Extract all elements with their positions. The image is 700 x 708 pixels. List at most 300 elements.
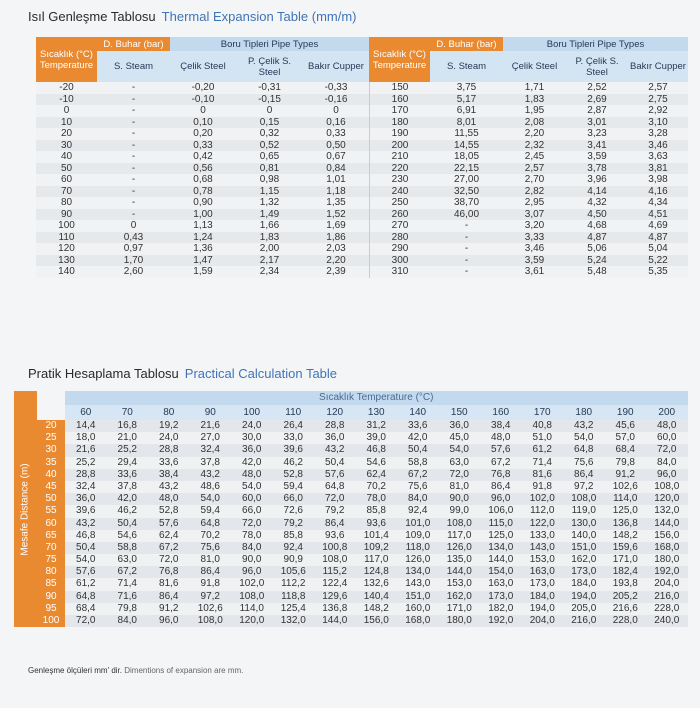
table-cell: 290 xyxy=(369,243,430,255)
table-row xyxy=(36,174,688,186)
column-header-temperature: 120 xyxy=(314,405,356,420)
header-pipe-types-left: Boru Tipleri Pipe Types xyxy=(170,37,369,51)
table-cell: 14,55 xyxy=(430,140,503,152)
table-cell: 79,2 xyxy=(273,518,315,530)
table-cell: 132,6 xyxy=(356,578,398,590)
table-cell: 4,14 xyxy=(566,186,628,198)
table-cell: 91,8 xyxy=(190,578,232,590)
table-cell: 86,4 xyxy=(480,481,522,493)
table-cell: 136,8 xyxy=(314,603,356,615)
table-cell: 54,6 xyxy=(107,530,149,542)
table-cell: 86,4 xyxy=(314,518,356,530)
table-cell: 14,4 xyxy=(65,420,107,432)
table-cell: 75,6 xyxy=(190,542,232,554)
table-row xyxy=(36,209,688,221)
table-cell: 31,2 xyxy=(356,420,398,432)
table-cell: 190 xyxy=(369,128,430,140)
table-cell: 72,0 xyxy=(646,444,688,456)
table-cell: 100 xyxy=(36,220,97,232)
table-cell: 10 xyxy=(36,117,97,129)
table-row xyxy=(36,128,688,140)
table-cell: - xyxy=(97,105,170,117)
table-cell: 3,59 xyxy=(566,151,628,163)
table-cell: 48,0 xyxy=(480,432,522,444)
table-cell: 40,8 xyxy=(522,420,564,432)
table-cell: 2,69 xyxy=(566,94,628,106)
table-cell: 0,10 xyxy=(170,117,236,129)
table-cell: 3,41 xyxy=(566,140,628,152)
table-cell: 0,56 xyxy=(170,163,236,175)
table-cell: 108,0 xyxy=(314,554,356,566)
column-header-temperature: 190 xyxy=(605,405,647,420)
header-steam-en-right: S. Steam xyxy=(430,51,503,82)
header-p-steel-right: P. Çelik S. Steel xyxy=(566,51,628,82)
table-row xyxy=(36,94,688,106)
table-cell: 171,0 xyxy=(439,603,481,615)
practical-calculation-title xyxy=(28,366,337,381)
thermal-expansion-title xyxy=(28,9,357,24)
table-cell: 28,8 xyxy=(65,469,107,481)
table-cell: 54,0 xyxy=(65,554,107,566)
table-cell: 0 xyxy=(236,105,303,117)
table-cell: 85,8 xyxy=(356,505,398,517)
table-cell: 151,0 xyxy=(563,542,605,554)
table-cell: 0,16 xyxy=(303,117,369,129)
table-cell: 43,2 xyxy=(148,481,190,493)
table-cell: 4,16 xyxy=(628,186,688,198)
table-cell: 4,50 xyxy=(566,209,628,221)
table-cell: - xyxy=(430,243,503,255)
table-cell: 144,0 xyxy=(314,615,356,627)
table-cell: 5,35 xyxy=(628,266,688,278)
table-cell: 76,8 xyxy=(148,566,190,578)
table-cell: 143,0 xyxy=(397,578,439,590)
table-cell: 45,6 xyxy=(605,420,647,432)
table-cell: 54,6 xyxy=(356,457,398,469)
header-temperature-right: Sıcaklık (°C) Temperature xyxy=(369,37,430,82)
table-cell: 160 xyxy=(369,94,430,106)
table-cell: 96,0 xyxy=(231,566,273,578)
table-cell: 180,0 xyxy=(646,554,688,566)
table-cell: 3,63 xyxy=(628,151,688,163)
table-cell: 0,52 xyxy=(236,140,303,152)
table-cell: 192,0 xyxy=(646,566,688,578)
header-steam-tr: D. Buhar (bar) xyxy=(97,37,170,51)
table-cell: 0,65 xyxy=(236,151,303,163)
table-cell: 5,04 xyxy=(628,243,688,255)
table-cell: 62,4 xyxy=(148,530,190,542)
table-cell: 2,95 xyxy=(503,197,566,209)
table-cell: 250 xyxy=(369,197,430,209)
table-cell: 140,0 xyxy=(563,530,605,542)
table-cell: 194,0 xyxy=(522,603,564,615)
row-header-distance: 90 xyxy=(37,591,65,603)
table-cell: 66,0 xyxy=(231,505,273,517)
table-cell: 118,0 xyxy=(397,542,439,554)
table-cell: 46,2 xyxy=(107,505,149,517)
table-cell: 117,0 xyxy=(356,554,398,566)
table-cell: 32,4 xyxy=(65,481,107,493)
row-header-distance: 80 xyxy=(37,566,65,578)
table-cell: 106,0 xyxy=(480,505,522,517)
table-cell: 140 xyxy=(36,266,97,278)
table-cell: 64,8 xyxy=(190,518,232,530)
table-cell: 2,57 xyxy=(628,82,688,94)
row-header-distance: 85 xyxy=(37,578,65,590)
table-cell: 37,8 xyxy=(107,481,149,493)
table-cell: 0,15 xyxy=(236,117,303,129)
table-cell: 3,46 xyxy=(503,243,566,255)
table-cell: 108,0 xyxy=(190,615,232,627)
table-cell: 110 xyxy=(36,232,97,244)
table-cell: 91,2 xyxy=(605,469,647,481)
table-cell: 2,32 xyxy=(503,140,566,152)
table-cell: 92,4 xyxy=(273,542,315,554)
table-cell: 43,2 xyxy=(190,469,232,481)
table-cell: 38,4 xyxy=(480,420,522,432)
table-cell: 67,2 xyxy=(397,469,439,481)
table-cell: 125,0 xyxy=(605,505,647,517)
table-cell: 20 xyxy=(36,128,97,140)
table-cell: 72,6 xyxy=(273,505,315,517)
table-cell: 140,4 xyxy=(356,591,398,603)
table-cell: 57,6 xyxy=(65,566,107,578)
table-cell: 150 xyxy=(369,82,430,94)
table-cell: 30 xyxy=(36,140,97,152)
table-cell: 26,4 xyxy=(273,420,315,432)
table-cell: 71,6 xyxy=(107,591,149,603)
table-row xyxy=(36,255,688,267)
table-cell: 72,0 xyxy=(148,554,190,566)
table-cell: 160,0 xyxy=(397,603,439,615)
table-cell: 92,4 xyxy=(397,505,439,517)
table-cell: 216,6 xyxy=(605,603,647,615)
column-header-temperature: 130 xyxy=(356,405,398,420)
table-cell: 148,2 xyxy=(356,603,398,615)
table-cell: 1,32 xyxy=(236,197,303,209)
row-header-distance: 20 xyxy=(37,420,65,432)
table-cell: 1,83 xyxy=(236,232,303,244)
table-cell: 8,01 xyxy=(430,117,503,129)
table-cell: 96,0 xyxy=(646,469,688,481)
table-cell: 62,4 xyxy=(356,469,398,481)
table-cell: - xyxy=(97,82,170,94)
table-row xyxy=(36,243,688,255)
table-cell: 1,24 xyxy=(170,232,236,244)
table-cell: 72,0 xyxy=(231,518,273,530)
table-cell: 136,8 xyxy=(605,518,647,530)
header-pipe-types-right: Boru Tipleri Pipe Types xyxy=(503,37,688,51)
table-cell: 3,98 xyxy=(628,174,688,186)
table-cell: 59,4 xyxy=(273,481,315,493)
table-row xyxy=(36,266,688,278)
table-cell: 108,0 xyxy=(231,591,273,603)
table-cell: 1,36 xyxy=(170,243,236,255)
table-cell: 84,0 xyxy=(107,615,149,627)
table-cell: 11,55 xyxy=(430,128,503,140)
table-cell: 220 xyxy=(369,163,430,175)
header-copper: Bakır Cupper xyxy=(303,51,369,82)
table-cell: 112,2 xyxy=(273,578,315,590)
table-cell: 132,0 xyxy=(273,615,315,627)
table-cell: 168,0 xyxy=(397,615,439,627)
table-cell: 78,0 xyxy=(231,530,273,542)
table-cell: 2,52 xyxy=(566,82,628,94)
table-cell: 57,6 xyxy=(148,518,190,530)
table-cell: 182,0 xyxy=(480,603,522,615)
table-cell: 54,0 xyxy=(563,432,605,444)
table-cell: -0,16 xyxy=(303,94,369,106)
table-cell: 19,2 xyxy=(148,420,190,432)
table-cell: 2,92 xyxy=(628,105,688,117)
table-cell: 54,0 xyxy=(231,481,273,493)
table-cell: 36,0 xyxy=(231,444,273,456)
table-cell: 173,0 xyxy=(522,578,564,590)
table-cell: 16,8 xyxy=(107,420,149,432)
table-cell: 168,0 xyxy=(646,542,688,554)
table-cell: - xyxy=(97,128,170,140)
table-cell: 120,0 xyxy=(231,615,273,627)
table-cell: 0,67 xyxy=(303,151,369,163)
table-cell: 1,52 xyxy=(303,209,369,221)
table-cell: 153,0 xyxy=(439,578,481,590)
column-header-temperature: 170 xyxy=(522,405,564,420)
table-row xyxy=(36,140,688,152)
table-cell: 163,0 xyxy=(522,566,564,578)
table-cell: 50,4 xyxy=(397,444,439,456)
table-cell: 97,2 xyxy=(190,591,232,603)
table-cell: 2,70 xyxy=(503,174,566,186)
column-header-temperature: 90 xyxy=(190,405,232,420)
table-cell: 5,22 xyxy=(628,255,688,267)
table-cell: 90,9 xyxy=(273,554,315,566)
table-cell: 50,4 xyxy=(107,518,149,530)
table-cell: 18,0 xyxy=(65,432,107,444)
table-cell: 1,86 xyxy=(303,232,369,244)
table-cell: 0,98 xyxy=(236,174,303,186)
table-cell: 71,4 xyxy=(107,578,149,590)
row-header-distance: 70 xyxy=(37,542,65,554)
table-cell: 24,0 xyxy=(231,420,273,432)
column-header-temperature: 140 xyxy=(397,405,439,420)
table-cell: 1,01 xyxy=(303,174,369,186)
table-cell: 36,0 xyxy=(439,420,481,432)
table-cell: - xyxy=(430,220,503,232)
temperature-banner: Sıcaklık Temperature (°C) xyxy=(65,391,688,405)
table-cell: 115,0 xyxy=(480,518,522,530)
table-cell: 171,0 xyxy=(605,554,647,566)
table-cell: 144,0 xyxy=(439,566,481,578)
table-cell: 68,4 xyxy=(65,603,107,615)
header-p-steel: P. Çelik S. Steel xyxy=(236,51,303,82)
table-cell: 3,07 xyxy=(503,209,566,221)
table-cell: 2,00 xyxy=(236,243,303,255)
table-cell: 21,0 xyxy=(107,432,149,444)
table-cell: 192,0 xyxy=(480,615,522,627)
table-cell: 52,8 xyxy=(148,505,190,517)
table-cell: 204,0 xyxy=(522,615,564,627)
table-cell: 3,61 xyxy=(503,266,566,278)
table-cell: 39,6 xyxy=(65,505,107,517)
table-cell: -0,31 xyxy=(236,82,303,94)
header-copper-right: Bakır Cupper xyxy=(628,51,688,82)
table-cell: 60,0 xyxy=(231,493,273,505)
table-cell: 46,00 xyxy=(430,209,503,221)
row-header-distance: 75 xyxy=(37,554,65,566)
header-steel-right: Çelik Steel xyxy=(503,51,566,82)
table-cell: 63,0 xyxy=(107,554,149,566)
table-cell: 1,83 xyxy=(503,94,566,106)
footnote xyxy=(28,666,243,675)
table-cell: 27,0 xyxy=(190,432,232,444)
table-cell: 51,0 xyxy=(522,432,564,444)
table-cell: 3,96 xyxy=(566,174,628,186)
table-cell: 1,47 xyxy=(170,255,236,267)
table-cell: 5,24 xyxy=(566,255,628,267)
table-cell: 0,42 xyxy=(170,151,236,163)
table-cell: 1,13 xyxy=(170,220,236,232)
table-cell: 32,4 xyxy=(190,444,232,456)
table-cell: 75,6 xyxy=(563,457,605,469)
table-cell: 216,0 xyxy=(646,591,688,603)
table-cell: 205,2 xyxy=(605,591,647,603)
table-cell: 102,0 xyxy=(231,578,273,590)
table-cell: 81,0 xyxy=(190,554,232,566)
table-cell: 48,0 xyxy=(148,493,190,505)
table-cell: 100,8 xyxy=(314,542,356,554)
row-header-distance: 65 xyxy=(37,530,65,542)
table-cell: 38,70 xyxy=(430,197,503,209)
table-row xyxy=(36,220,688,232)
table-cell: 162,0 xyxy=(563,554,605,566)
table-cell: 50 xyxy=(36,163,97,175)
table-cell: 1,49 xyxy=(236,209,303,221)
table-cell: 58,8 xyxy=(107,542,149,554)
table-cell: 4,34 xyxy=(628,197,688,209)
header-steam-en: S. Steam xyxy=(97,51,170,82)
title2-tr: Pratik Hesaplama Tablosu xyxy=(28,366,179,381)
table-cell: 109,0 xyxy=(397,530,439,542)
table-cell: 61,2 xyxy=(65,578,107,590)
table-cell: 25,2 xyxy=(107,444,149,456)
column-header-temperature: 60 xyxy=(65,405,107,420)
table-cell: 0,50 xyxy=(303,140,369,152)
table-cell: 21,6 xyxy=(65,444,107,456)
table-cell: 54,0 xyxy=(190,493,232,505)
table-cell: 91,2 xyxy=(148,603,190,615)
table-cell: 4,87 xyxy=(566,232,628,244)
table-cell: 144,0 xyxy=(480,554,522,566)
table-cell: 210 xyxy=(369,151,430,163)
table-cell: 57,6 xyxy=(480,444,522,456)
table-cell: 33,0 xyxy=(273,432,315,444)
table-cell: 90 xyxy=(36,209,97,221)
column-header-temperature: 80 xyxy=(148,405,190,420)
table-cell: 0,81 xyxy=(236,163,303,175)
table-cell: 60 xyxy=(36,174,97,186)
table-cell: 126,0 xyxy=(439,542,481,554)
table-cell: 57,6 xyxy=(314,469,356,481)
table-cell: 57,0 xyxy=(605,432,647,444)
table-cell: 112,0 xyxy=(522,505,564,517)
table-cell: 108,0 xyxy=(563,493,605,505)
table-cell: 67,2 xyxy=(107,566,149,578)
table-cell: 119,0 xyxy=(563,505,605,517)
table-cell: 108,0 xyxy=(646,481,688,493)
table-cell: 46,2 xyxy=(273,457,315,469)
table-cell: 3,33 xyxy=(503,232,566,244)
table-cell: 240,0 xyxy=(646,615,688,627)
table-cell: 1,15 xyxy=(236,186,303,198)
table-cell: 42,0 xyxy=(231,457,273,469)
table-cell: 70 xyxy=(36,186,97,198)
table-cell: 0,84 xyxy=(303,163,369,175)
table-cell: 90,0 xyxy=(231,554,273,566)
column-header-temperature: 150 xyxy=(439,405,481,420)
table-cell: 39,6 xyxy=(273,444,315,456)
title-tr: Isıl Genleşme Tablosu xyxy=(28,9,156,24)
table-cell: 96,0 xyxy=(148,615,190,627)
table-cell: 300 xyxy=(369,255,430,267)
table-cell: 71,4 xyxy=(522,457,564,469)
table-cell: 122,4 xyxy=(314,578,356,590)
table-cell: 228,0 xyxy=(605,615,647,627)
table-cell: 48,6 xyxy=(190,481,232,493)
table-cell: 2,34 xyxy=(236,266,303,278)
table-cell: 43,2 xyxy=(314,444,356,456)
table-cell: 124,8 xyxy=(356,566,398,578)
table-cell: 184,0 xyxy=(563,578,605,590)
table-cell: 81,6 xyxy=(522,469,564,481)
header-steel: Çelik Steel xyxy=(170,51,236,82)
table-cell: 173,0 xyxy=(563,566,605,578)
table-cell: - xyxy=(430,255,503,267)
table-cell: 0 xyxy=(170,105,236,117)
table-cell: 81,6 xyxy=(148,578,190,590)
table-cell: 5,48 xyxy=(566,266,628,278)
row-header-distance: 35 xyxy=(37,457,65,469)
title-en: Thermal Expansion Table (mm/m) xyxy=(161,9,357,24)
table-cell: 3,75 xyxy=(430,82,503,94)
table-cell: 156,0 xyxy=(646,530,688,542)
row-header-distance: 45 xyxy=(37,481,65,493)
table-row xyxy=(36,82,688,94)
table-cell: 1,66 xyxy=(236,220,303,232)
table-cell: 80 xyxy=(36,197,97,209)
table-cell: 117,0 xyxy=(439,530,481,542)
row-header-distance: 100 xyxy=(37,615,65,627)
table-cell: 120,0 xyxy=(646,493,688,505)
table-cell: 130,0 xyxy=(563,518,605,530)
table-cell: 3,28 xyxy=(628,128,688,140)
table-cell: 2,75 xyxy=(628,94,688,106)
table-cell: - xyxy=(97,140,170,152)
table-cell: 54,0 xyxy=(439,444,481,456)
table-cell: 24,0 xyxy=(148,432,190,444)
table-row xyxy=(36,151,688,163)
table-cell: 40 xyxy=(36,151,97,163)
table-cell: 25,2 xyxy=(65,457,107,469)
table-cell: - xyxy=(430,232,503,244)
table-cell: 114,0 xyxy=(231,603,273,615)
table-cell: 90,0 xyxy=(439,493,481,505)
table-cell: 120 xyxy=(36,243,97,255)
table-cell: 75,6 xyxy=(397,481,439,493)
table-cell: 115,2 xyxy=(314,566,356,578)
table-cell: 132,0 xyxy=(646,505,688,517)
table-cell: 36,0 xyxy=(314,432,356,444)
table-cell: 64,8 xyxy=(65,591,107,603)
